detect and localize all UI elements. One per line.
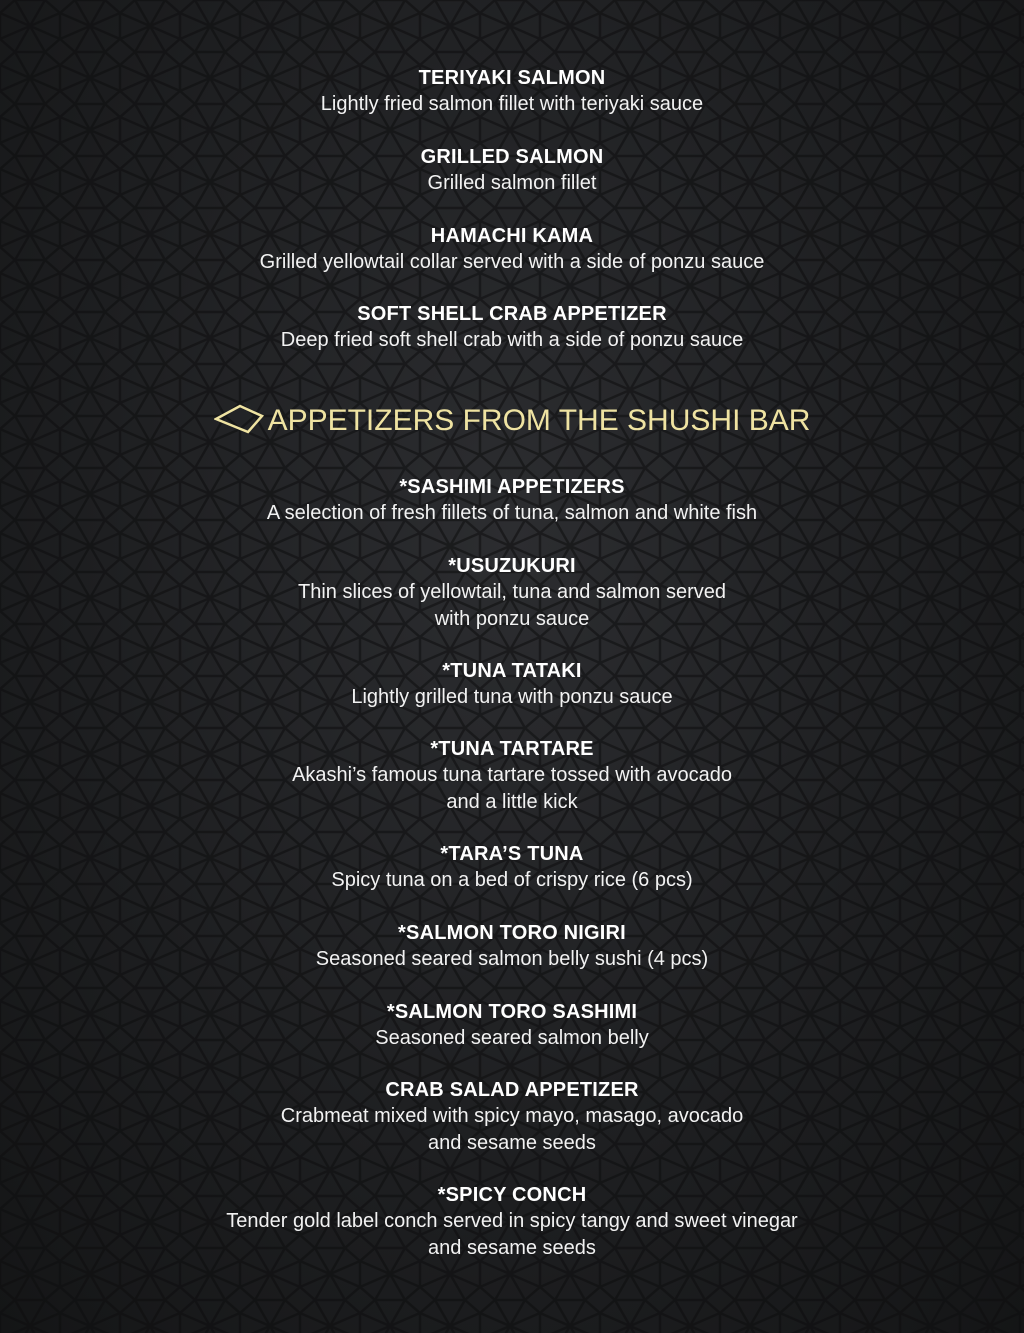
description-line: Spicy tuna on a bed of crispy rice (6 pcs) [331,869,693,891]
section-title: APPETIZERS FROM THE SHUSHI BAR [267,404,811,437]
menu-item [0,553,1024,632]
description-line: Seasoned seared salmon belly [375,1027,649,1049]
menu-item-title: *TUNA TATAKI [442,660,582,682]
menu-item-title: *TUNA TARTARE [430,738,594,760]
menu-item-title: HAMACHI KAMA [430,225,594,247]
menu-item [0,1182,1024,1261]
menu-item-title: *SASHIMI APPETIZERS [399,476,625,498]
menu-item-description [0,249,1024,276]
menu-item [0,999,1024,1052]
menu-item [0,301,1024,354]
menu-item-description [0,762,1024,815]
menu-item-description [0,684,1024,711]
description-line: Akashi’s famous tuna tartare tossed with avocado [292,764,732,786]
menu-item-title: CRAB SALAD APPETIZER [385,1079,639,1101]
menu-item-description [0,946,1024,973]
menu-item-description [0,500,1024,527]
menu-item [0,474,1024,527]
menu-item [0,841,1024,894]
description-line: and sesame seeds [428,1131,596,1154]
menu-item-description [0,327,1024,354]
description-line: Seasoned seared salmon belly sushi (4 pcs) [315,948,709,970]
description-line: Deep fried soft shell crab with a side of ponzu sauce [280,329,744,351]
description-line: A selection of fresh fillets of tuna, salmon and white fish [266,502,758,524]
description-line: with ponzu sauce [434,607,590,630]
diamond-outline-icon [214,402,264,434]
menu-item [0,920,1024,973]
menu-item-description [0,170,1024,197]
menu-item [0,736,1024,815]
menu-item-title: *USUZUKURI [448,555,576,577]
description-line: and a little kick [446,790,578,813]
menu-item-title: SOFT SHELL CRAB APPETIZER [357,303,667,325]
description-line: Lightly grilled tuna with ponzu sauce [351,686,673,708]
menu-item-description [0,1103,1024,1156]
menu-item-title: TERIYAKI SALMON [418,67,606,89]
menu-item-title: *SPICY CONCH [437,1184,587,1206]
menu-item-description [0,579,1024,632]
menu-item [0,65,1024,118]
menu-item-title: *SALMON TORO SASHIMI [386,1001,638,1023]
description-line: Lightly fried salmon fillet with teriyaki sauce [320,93,704,115]
menu-item [0,1077,1024,1156]
description-line: Grilled yellowtail collar served with a side of ponzu sauce [259,251,765,273]
section-heading [0,402,1024,439]
description-line: Thin slices of yellowtail, tuna and salmon served [298,581,726,603]
description-line: Tender gold label conch served in spicy tangy and sweet vinegar [226,1210,798,1232]
menu-item-description [0,1208,1024,1261]
menu-item [0,658,1024,711]
menu-item-description [0,867,1024,894]
description-line: Grilled salmon fillet [427,172,597,194]
menu-item-description [0,1025,1024,1052]
menu-item-title: *SALMON TORO NIGIRI [398,922,626,944]
description-line: and sesame seeds [428,1236,596,1259]
menu-item-title: GRILLED SALMON [420,146,604,168]
menu-item-description [0,91,1024,118]
description-line: Crabmeat mixed with spicy mayo, masago, avocado [280,1105,744,1127]
menu-item [0,144,1024,197]
menu-item-title: *TARA’S TUNA [440,843,584,865]
menu-item [0,223,1024,276]
